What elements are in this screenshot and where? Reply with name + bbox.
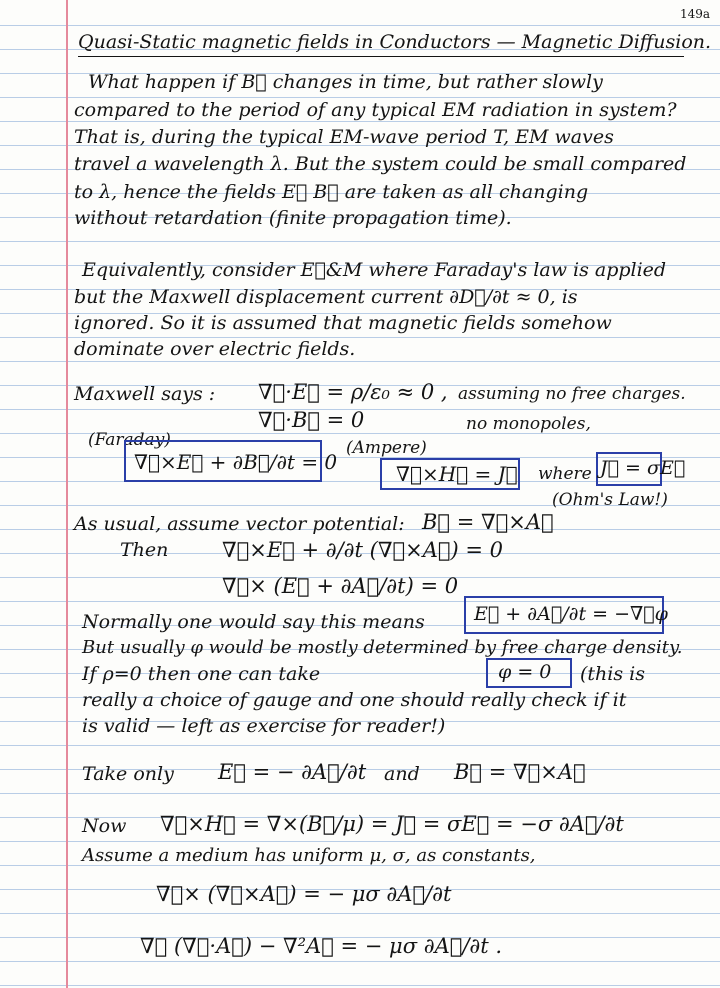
para1-line6: without retardation (finite propagation time).	[74, 207, 512, 229]
para3-line3: If ρ=0 then one can take	[82, 663, 321, 685]
para2-line1: Equivalently, consider E⃗&M where Faraday's law is applied	[82, 259, 667, 281]
ohm-label: (Ohm's Law!)	[552, 490, 668, 510]
diffusion-eq: ∇⃗ (∇⃗·A⃗) − ∇²A⃗ = − μσ ∂A⃗/∂t .	[140, 934, 503, 958]
margin-line	[66, 0, 68, 988]
curl-sum-eq: ∇⃗× (E⃗ + ∂A⃗/∂t) = 0	[222, 574, 459, 598]
para2-line2: but the Maxwell displacement current ∂D⃗/∂t ≈ 0, is	[74, 286, 578, 308]
take-only-label: Take only	[82, 763, 174, 785]
para3-line5: is valid — left as exercise for reader!)	[82, 715, 446, 737]
and-label: and	[384, 763, 420, 785]
para1-line5: to λ, hence the fields E⃗ B⃗ are taken as all changing	[74, 181, 589, 203]
gauge-eq: φ = 0	[498, 661, 552, 683]
ohm-eq: J⃗ = σE⃗	[600, 457, 686, 479]
assume-medium-line: Assume a medium has uniform μ, σ, as constants,	[82, 845, 536, 866]
b-eq: B⃗ = ∇⃗×A⃗	[454, 760, 586, 784]
now-label: Now	[82, 815, 127, 837]
faraday-label: (Faraday)	[88, 430, 171, 450]
maxwell-label: Maxwell says :	[74, 383, 216, 405]
maxwell-gauss-eq: ∇⃗·E⃗ = ρ/ε₀ ≈ 0 ,	[258, 380, 448, 404]
para3-line2: But usually φ would be mostly determined by free charge density.	[82, 637, 683, 658]
then-label: Then	[120, 539, 169, 561]
now-eq: ∇⃗×H⃗ = ∇×(B⃗/μ) = J⃗ = σE⃗ = −σ ∂A⃗/∂t	[160, 812, 624, 836]
para1-line2: compared to the period of any typical EM radiation in system?	[74, 99, 677, 121]
no-free-charges-note: assuming no free charges.	[458, 384, 686, 404]
maxwell-divb-eq: ∇⃗·B⃗ = 0	[258, 408, 365, 432]
ampere-eq: ∇⃗×H⃗ = J⃗	[396, 462, 518, 486]
vector-potential-intro: As usual, assume vector potential:	[74, 513, 405, 535]
ampere-label: (Ampere)	[346, 438, 427, 458]
para1-line4: travel a wavelength λ. But the system could be small compared	[74, 153, 687, 175]
para3-line1: Normally one would say this means	[82, 611, 425, 633]
no-monopoles-note: no monopoles,	[466, 414, 591, 434]
title-underline	[78, 56, 684, 57]
curl-e-eq: ∇⃗×E⃗ + ∂/∂t (∇⃗×A⃗) = 0	[222, 538, 503, 562]
para1-line3: That is, during the typical EM-wave period T, EM waves	[74, 126, 614, 148]
where-label: where	[538, 464, 592, 484]
para2-line4: dominate over electric fields.	[74, 338, 356, 360]
para3-line3b: (this is	[580, 663, 645, 685]
curl-curl-eq: ∇⃗× (∇⃗×A⃗) = − μσ ∂A⃗/∂t	[156, 882, 452, 906]
b-curl-a-eq: B⃗ = ∇⃗×A⃗	[422, 510, 554, 534]
faraday-eq: ∇⃗×E⃗ + ∂B⃗/∂t = 0	[134, 450, 338, 474]
para3-line4: really a choice of gauge and one should really check if it	[82, 689, 627, 711]
grad-phi-eq: E⃗ + ∂A⃗/∂t = −∇⃗φ	[474, 603, 668, 625]
page-number: 149a	[680, 7, 711, 21]
page-title: Quasi-Static magnetic fields in Conductors — Magnetic Diffusion.	[78, 31, 712, 53]
e-eq: E⃗ = − ∂A⃗/∂t	[218, 760, 367, 784]
para2-line3: ignored. So it is assumed that magnetic fields somehow	[74, 312, 612, 334]
para1-line1: What happen if B⃗ changes in time, but rather slowly	[88, 71, 603, 93]
